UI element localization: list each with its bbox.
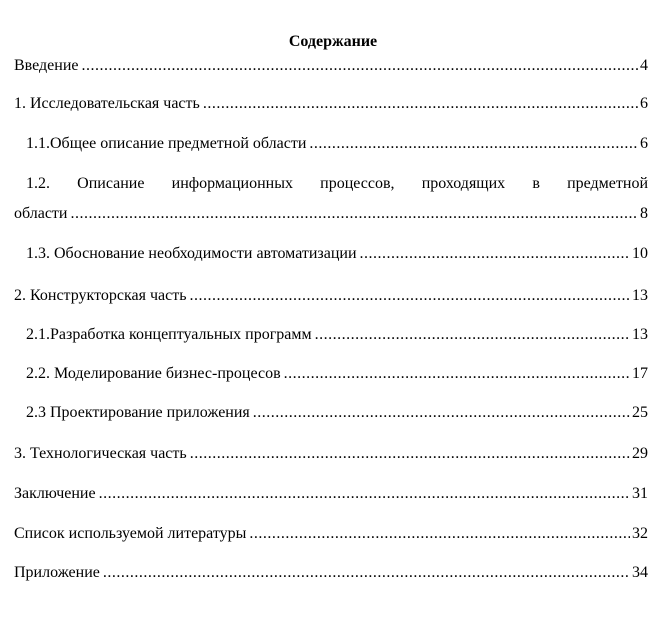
toc-entry-label: Приложение <box>14 564 100 581</box>
toc-entry-page: 8 <box>640 205 648 222</box>
toc-leader-dots <box>249 524 630 544</box>
toc-entry-page: 29 <box>632 445 648 462</box>
toc-entry-2-2[interactable] <box>26 364 648 384</box>
toc-entry-page: 10 <box>632 245 648 262</box>
toc-entry-2-1[interactable] <box>26 325 648 345</box>
toc-entry-label: области <box>14 205 68 222</box>
toc-entry-label: 2.1.Разработка концептуальных программ <box>26 326 312 343</box>
toc-entry-label: Заключение <box>14 485 96 502</box>
toc-leader-dots <box>360 244 630 264</box>
toc-entry-design-part[interactable] <box>14 286 648 306</box>
toc-leader-dots <box>82 56 639 76</box>
toc-entry-1-3[interactable] <box>26 244 648 264</box>
toc-entry-research-part[interactable] <box>14 94 648 114</box>
toc-leader-dots <box>70 204 638 224</box>
toc-entry-page: 6 <box>640 95 648 112</box>
toc-leader-dots <box>203 94 638 114</box>
toc-entry-page: 31 <box>632 485 648 502</box>
toc-entry-label: 1.1.Общее описание предметной области <box>26 135 307 152</box>
toc-entry-introduction[interactable] <box>14 56 648 76</box>
toc-entry-references[interactable] <box>14 524 648 544</box>
toc-entry-label: Список используемой литературы <box>14 525 247 542</box>
toc-entry-page: 25 <box>632 404 648 421</box>
toc-entry-conclusion[interactable] <box>14 484 648 504</box>
toc-entry-page: 6 <box>640 135 648 152</box>
toc-entry-label: Введение <box>14 57 79 74</box>
toc-entry-1-2-line1[interactable]: 1.2. Описание информационных процессов, проходящих в предметной <box>26 175 648 192</box>
toc-entry-1-2[interactable] <box>14 204 648 224</box>
toc-leader-dots <box>190 444 630 464</box>
page-title: Содержание <box>288 33 378 50</box>
toc-leader-dots <box>309 134 638 154</box>
toc-leader-dots <box>103 563 630 583</box>
toc-entry-page: 13 <box>632 287 648 304</box>
toc-entry-label: 2.3 Проектирование приложения <box>26 404 250 421</box>
toc-entry-label: 1.3. Обоснование необходимости автоматизации <box>26 245 357 262</box>
toc-leader-dots <box>284 364 630 384</box>
toc-entry-page: 4 <box>640 57 648 74</box>
toc-entry-2-3[interactable] <box>26 403 648 423</box>
toc-leader-dots <box>190 286 631 306</box>
toc-entry-page: 13 <box>632 326 648 343</box>
toc-leader-dots <box>253 403 630 423</box>
toc-entry-page: 32 <box>632 525 648 542</box>
toc-entry-1-1[interactable] <box>26 134 648 154</box>
toc-leader-dots <box>99 484 630 504</box>
toc-leader-dots <box>315 325 630 345</box>
toc-entry-appendix[interactable] <box>14 563 648 583</box>
toc-entry-label: 2. Конструкторская часть <box>14 287 187 304</box>
toc-entry-label: 1. Исследовательская часть <box>14 95 200 112</box>
toc-entry-technology-part[interactable] <box>14 444 648 464</box>
toc-entry-page: 34 <box>632 564 648 581</box>
toc-entry-page: 17 <box>632 365 648 382</box>
toc-entry-label: 2.2. Моделирование бизнес-процесов <box>26 365 281 382</box>
toc-entry-label: 3. Технологическая часть <box>14 445 187 462</box>
